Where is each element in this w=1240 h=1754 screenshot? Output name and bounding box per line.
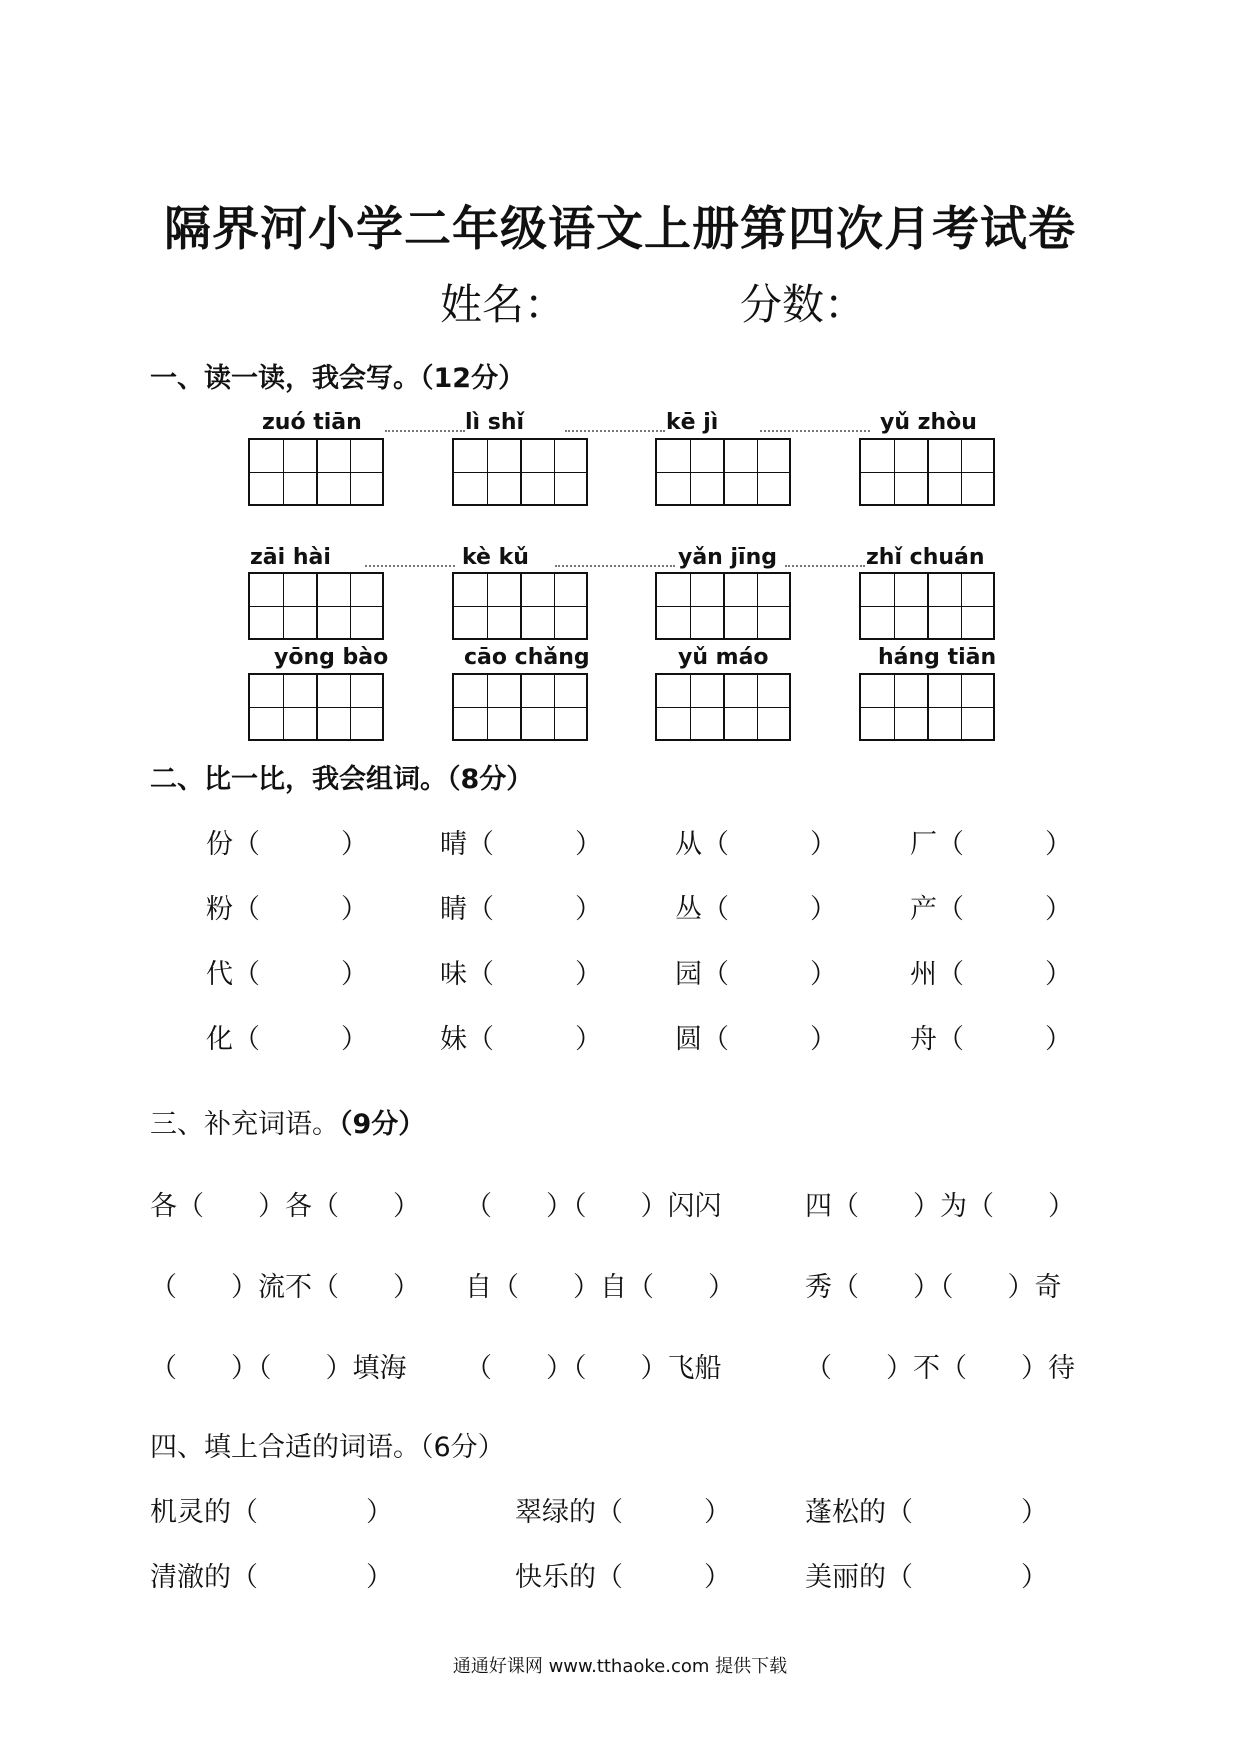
compare-item[interactable]: 园（ ） xyxy=(675,959,837,990)
compare-item[interactable]: 晴（ ） xyxy=(440,829,602,860)
section-4-heading: 四、填上合适的词语。（6分） xyxy=(150,1432,505,1463)
writing-grid[interactable] xyxy=(452,572,588,640)
fill-word-item[interactable]: 美丽的（ ） xyxy=(805,1562,1048,1593)
compare-item[interactable]: 厂（ ） xyxy=(910,829,1072,860)
writing-grid[interactable] xyxy=(859,572,995,640)
dotted-line xyxy=(785,565,865,567)
writing-grid[interactable] xyxy=(655,673,791,741)
pinyin-label: yōng bào xyxy=(274,645,389,670)
fill-word-item[interactable]: 清澈的（ ） xyxy=(150,1562,393,1593)
compare-item[interactable]: 味（ ） xyxy=(440,959,602,990)
pinyin-label: zhǐ chuán xyxy=(866,545,985,570)
fill-word-item[interactable]: 快乐的（ ） xyxy=(515,1562,731,1593)
compare-item[interactable]: 从（ ） xyxy=(675,829,837,860)
section-3-heading-text: 三、补充词语。 xyxy=(150,1109,339,1140)
pinyin-label: háng tiān xyxy=(878,645,997,670)
writing-grid[interactable] xyxy=(655,572,791,640)
writing-grid[interactable] xyxy=(452,438,588,506)
dotted-line xyxy=(365,565,455,567)
dotted-line xyxy=(760,430,870,432)
compare-item[interactable]: 化（ ） xyxy=(206,1024,368,1055)
fill-word-item[interactable]: 蓬松的（ ） xyxy=(805,1497,1048,1528)
writing-grid[interactable] xyxy=(248,673,384,741)
compare-item[interactable]: 圆（ ） xyxy=(675,1024,837,1055)
idiom-item[interactable]: （ ）流不（ ） xyxy=(150,1272,420,1303)
section-1-heading: 一、读一读，我会写。（12分） xyxy=(150,363,526,394)
section-3-points: （9分） xyxy=(339,1109,426,1140)
pinyin-label: zāi hài xyxy=(250,545,331,570)
idiom-item[interactable]: （ ）（ ）飞船 xyxy=(465,1353,722,1384)
section-3-heading xyxy=(150,1102,425,1141)
idiom-item[interactable]: 各（ ）各（ ） xyxy=(150,1191,420,1222)
writing-grid[interactable] xyxy=(452,673,588,741)
dotted-line xyxy=(555,565,675,567)
pinyin-label: yǔ zhòu xyxy=(880,410,977,435)
writing-grid[interactable] xyxy=(859,673,995,741)
compare-item[interactable]: 粉（ ） xyxy=(206,894,368,925)
pinyin-label: lì shǐ xyxy=(465,410,525,435)
footer-credit: 通通好课网 www.tthaoke.com 提供下载 xyxy=(452,1656,788,1677)
compare-item[interactable]: 产（ ） xyxy=(910,894,1072,925)
dotted-line xyxy=(565,430,665,432)
compare-item[interactable]: 妹（ ） xyxy=(440,1024,602,1055)
fill-word-item[interactable]: 机灵的（ ） xyxy=(150,1497,393,1528)
compare-item[interactable]: 睛（ ） xyxy=(440,894,602,925)
idiom-item[interactable]: 四（ ）为（ ） xyxy=(805,1191,1075,1222)
section-2-heading: 二、比一比，我会组词。（8分） xyxy=(150,764,534,795)
page-title: 隔界河小学二年级语文上册第四次月考试卷 xyxy=(164,202,1076,257)
idiom-item[interactable]: 秀（ ）（ ）奇 xyxy=(805,1272,1062,1303)
pinyin-label: cāo chǎng xyxy=(464,645,590,670)
pinyin-label: kè kǔ xyxy=(462,545,529,570)
idiom-item[interactable]: （ ）（ ）填海 xyxy=(150,1353,407,1384)
idiom-item[interactable]: （ ）（ ）闪闪 xyxy=(465,1191,722,1222)
writing-grid[interactable] xyxy=(655,438,791,506)
pinyin-label: kē jì xyxy=(666,410,719,435)
pinyin-label: yǎn jīng xyxy=(678,545,777,570)
compare-item[interactable]: 州（ ） xyxy=(910,959,1072,990)
dotted-line xyxy=(385,430,465,432)
score-label: 分数： xyxy=(740,280,867,329)
compare-item[interactable]: 丛（ ） xyxy=(675,894,837,925)
compare-item[interactable]: 代（ ） xyxy=(206,959,368,990)
pinyin-label: yǔ máo xyxy=(678,645,769,670)
fill-word-item[interactable]: 翠绿的（ ） xyxy=(515,1497,731,1528)
compare-item[interactable]: 舟（ ） xyxy=(910,1024,1072,1055)
name-label: 姓名： xyxy=(440,280,567,329)
idiom-item[interactable]: （ ）不（ ）待 xyxy=(805,1353,1075,1384)
writing-grid[interactable] xyxy=(248,438,384,506)
idiom-item[interactable]: 自（ ）自（ ） xyxy=(465,1272,735,1303)
writing-grid[interactable] xyxy=(248,572,384,640)
compare-item[interactable]: 份（ ） xyxy=(206,829,368,860)
pinyin-label: zuó tiān xyxy=(262,410,362,435)
writing-grid[interactable] xyxy=(859,438,995,506)
